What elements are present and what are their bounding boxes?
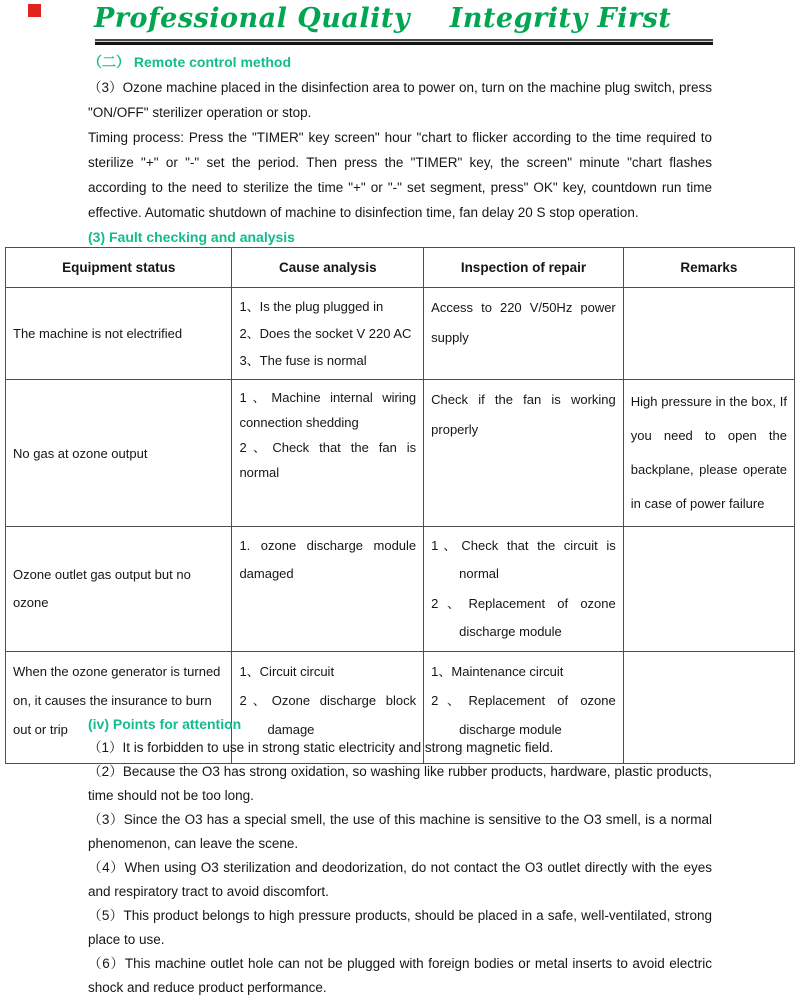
cell-cause-row3 xyxy=(232,527,424,652)
cell-line: The machine is not electrified xyxy=(13,326,183,341)
col-header-remarks: Remarks xyxy=(623,248,794,288)
points-section xyxy=(88,712,712,1000)
cell-line: Access to 220 V/50Hz power supply xyxy=(431,300,616,345)
cell-line: 1、Machine internal wiring connection shedding xyxy=(239,390,417,430)
table-row xyxy=(6,527,795,652)
section-heading-points: (iv) Points for attention xyxy=(88,716,242,732)
table-row xyxy=(6,288,795,380)
cell-line: 2、Does the socket V 220 AC xyxy=(239,326,412,341)
cell-inspection-row2 xyxy=(424,380,624,527)
fault-table xyxy=(5,247,795,764)
cell-status-row3 xyxy=(6,527,232,652)
title-underline xyxy=(95,39,713,45)
cell-line: 2、Check that the fan is normal xyxy=(239,440,417,480)
cell-status-row2 xyxy=(6,380,232,527)
table-header-row xyxy=(6,248,795,288)
point-item-1: （1）It is forbidden to use in strong static electricity and strong magnetic field. xyxy=(88,740,554,755)
cell-remarks-row3 xyxy=(623,527,794,652)
cell-line: No gas at ozone output xyxy=(13,445,148,461)
red-square-icon xyxy=(28,4,41,17)
fault-table-container xyxy=(5,247,795,764)
point-item-2: （2）Because the O3 has strong oxidation, so washing like rubber products, hardware, plastic products, time should not be too long. xyxy=(88,764,712,803)
cell-line: 1、Circuit circuit xyxy=(239,664,335,679)
section-heading-fault-checking: (3) Fault checking and analysis xyxy=(88,229,295,245)
point-item-6: （6）This machine outlet hole can not be plugged with foreign bodies or metal inserts to avoid electric shock and reduce product performance. xyxy=(88,956,712,995)
cell-line: 2、Replacement of ozone discharge module xyxy=(431,596,616,639)
cell-line: 1. ozone discharge module damaged xyxy=(239,538,417,581)
cell-remarks-row2 xyxy=(623,380,794,527)
col-header-cause-analysis: Cause analysis xyxy=(232,248,424,288)
section-heading-remote-control: （二） Remote control method xyxy=(88,54,292,70)
cell-inspection-row3 xyxy=(424,527,624,652)
cell-line: 3、The fuse is normal xyxy=(239,353,367,368)
table-row xyxy=(6,380,795,527)
col-header-inspection-of-repair: Inspection of repair xyxy=(424,248,624,288)
cell-cause-row2 xyxy=(232,380,424,527)
cell-line: 1、Is the plug plugged in xyxy=(239,299,384,314)
cell-line: High pressure in the box, If you need to open the backplane, please operate in case of power failure xyxy=(630,394,787,511)
cell-status-row1 xyxy=(6,288,232,380)
cell-line: Check if the fan is working properly xyxy=(431,392,616,437)
point-item-5: （5）This product belongs to high pressure products, should be placed in a safe, well-ventilated, strong place to use. xyxy=(88,908,712,947)
cell-line: 2、Ozone discharge block damage xyxy=(239,693,417,737)
cell-line: 2、Replacement of ozone discharge module xyxy=(431,693,616,737)
paragraph-power-on: （3）Ozone machine placed in the disinfection area to power on, turn on the machine plug switch, press "ON/OFF" sterilizer operation or stop. xyxy=(88,80,712,120)
intro-section xyxy=(88,50,712,250)
cell-line: 1、Check that the circuit is normal xyxy=(431,538,616,581)
page-title: Professional Quality Integrity First xyxy=(94,3,672,34)
cell-line: 1、Maintenance circuit xyxy=(431,664,564,679)
paragraph-timing-process: Timing process: Press the "TIMER" key screen" hour "chart to flicker according to the time required to sterilize "+" or "-" set the period. Then press the "TIMER" key, the screen" minute "chart flashes according to the need to sterilize the time "+" or "-" set segment, press" OK" key, countdown run time effective. Automatic shutdown of machine to disinfection time, fan delay 20 S stop operation. xyxy=(88,130,712,220)
cell-line: When the ozone generator is turned on, it causes the insurance to burn out or trip xyxy=(13,664,221,737)
col-header-equipment-status: Equipment status xyxy=(6,248,232,288)
cell-inspection-row1 xyxy=(424,288,624,380)
cell-line: Ozone outlet gas output but no ozone xyxy=(13,567,191,610)
cell-remarks-row1 xyxy=(623,288,794,380)
cell-cause-row1 xyxy=(232,288,424,380)
point-item-4: （4）When using O3 sterilization and deodorization, do not contact the O3 outlet directly with the eyes and respiratory tract to avoid discomfort. xyxy=(88,860,712,899)
point-item-3: （3）Since the O3 has a special smell, the use of this machine is sensitive to the O3 smell, is a normal phenomenon, can leave the scene. xyxy=(88,812,712,851)
